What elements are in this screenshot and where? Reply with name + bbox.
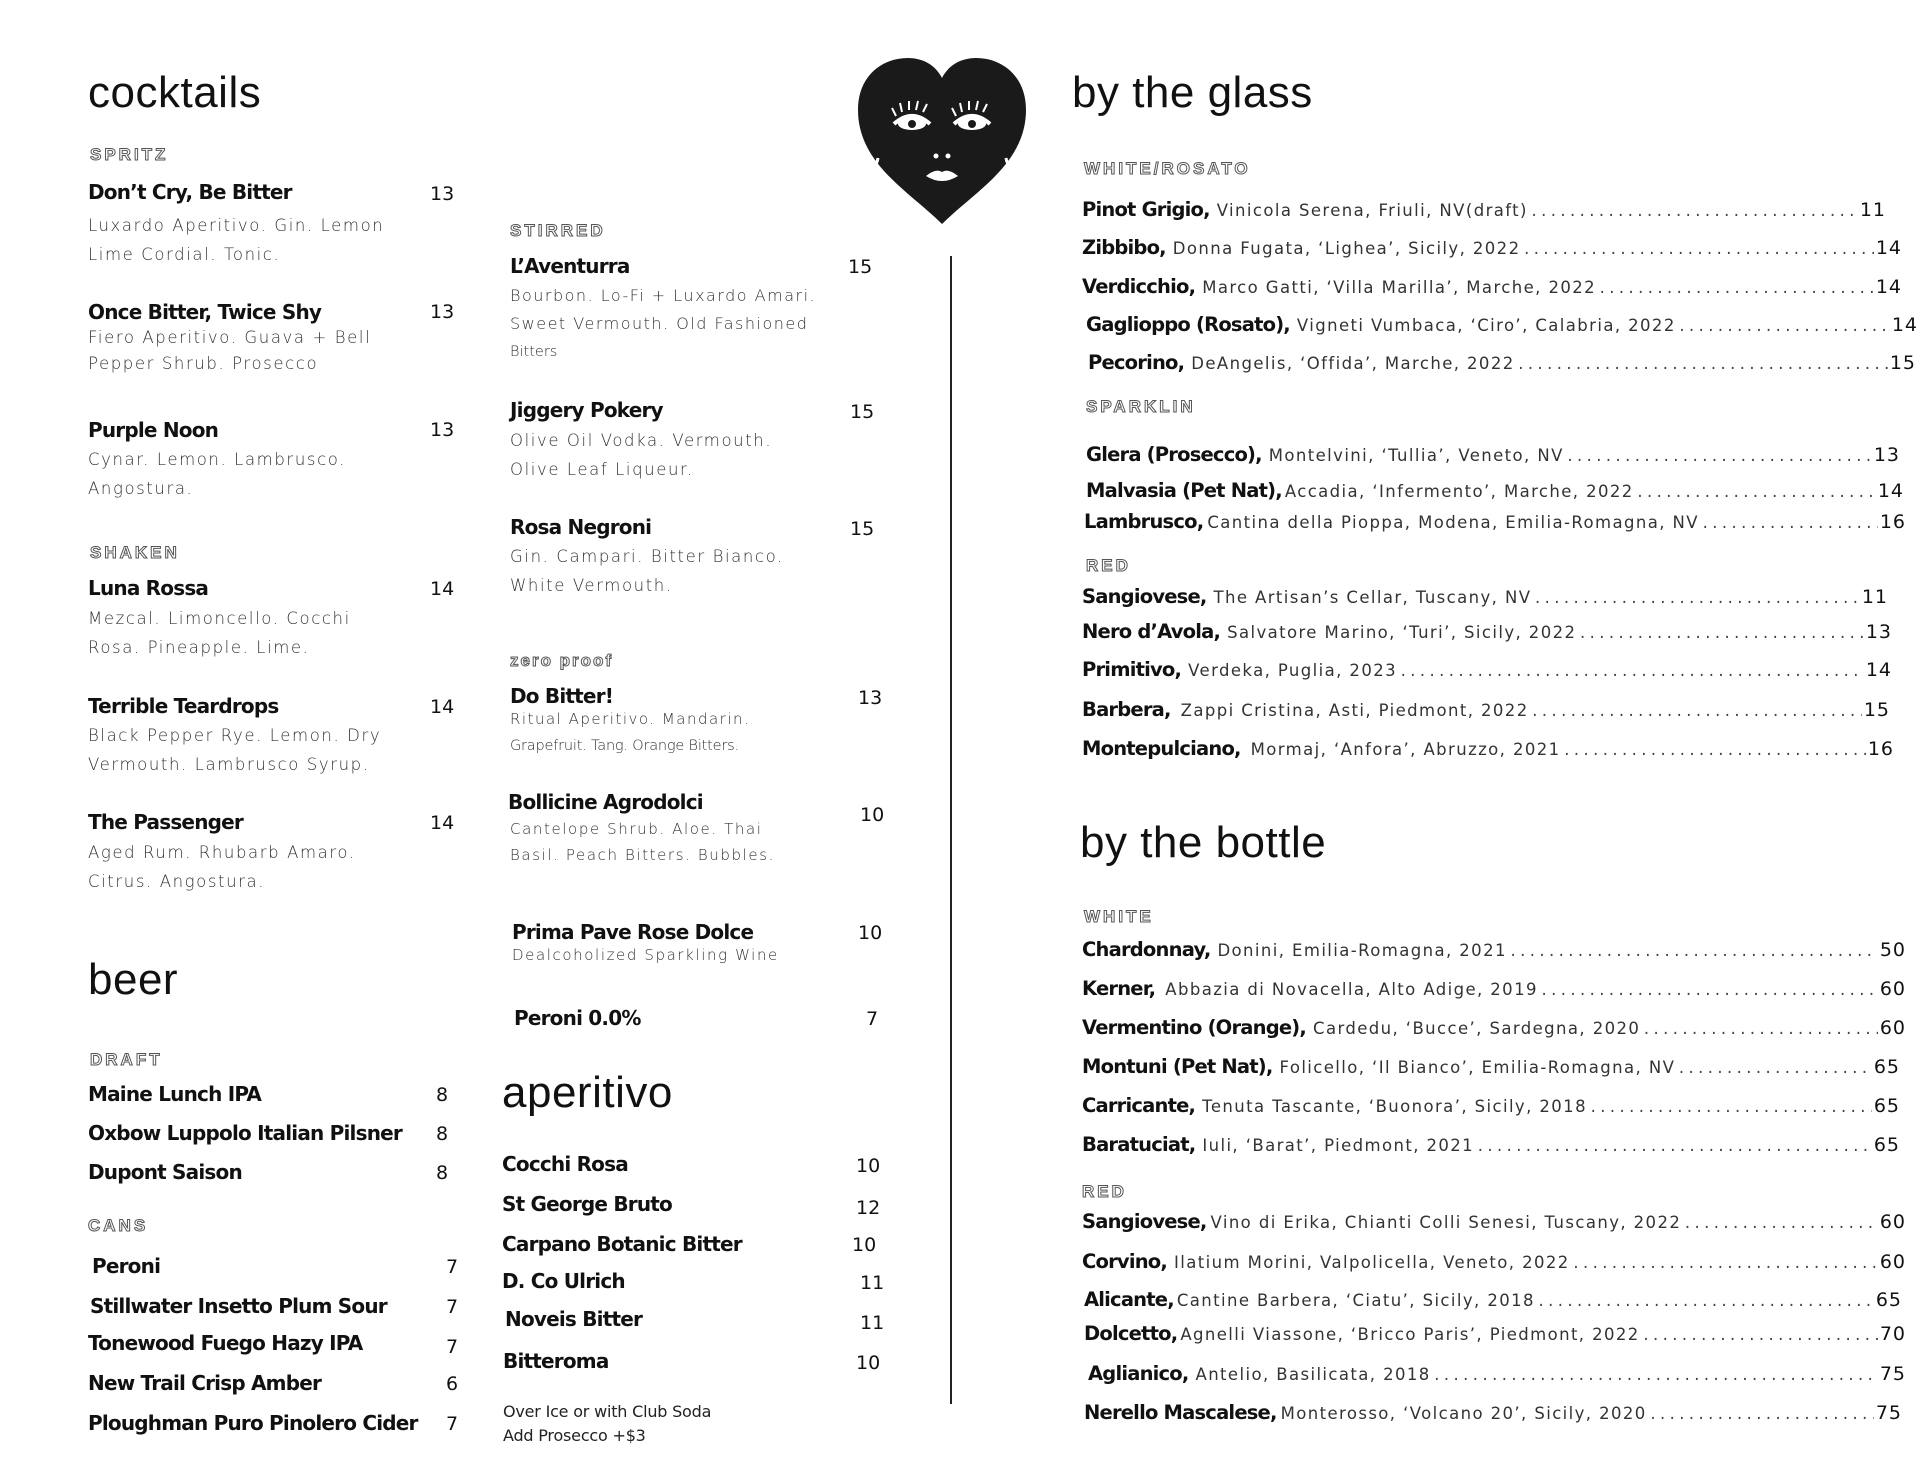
wine-name: Kerner, <box>1082 977 1156 1000</box>
wine-name: Nerello Mascalese, <box>1084 1401 1277 1424</box>
zero-proof-label: zero proof <box>510 651 614 670</box>
wine-price: 13 <box>1873 444 1900 466</box>
wine-row <box>1086 313 1918 336</box>
menu-item-name: Once Bitter, Twice Shy <box>88 300 322 324</box>
wine-detail: Tenuta Tascante, ‘Buonora’, Sicily, 2018 <box>1202 1097 1587 1116</box>
dot-leader <box>1509 944 1878 960</box>
menu-item-price: 15 <box>850 518 875 540</box>
wine-name: Chardonnay, <box>1082 938 1211 961</box>
wine-detail: Montelvini, ‘Tullia’, Veneto, NV <box>1268 446 1564 465</box>
menu-item-name: Bollicine Agrodolci <box>508 790 703 814</box>
menu-item-description: Mezcal. Limoncello. Cocchi Rosa. Pineapple. Lime. <box>88 609 351 657</box>
wine-name: Carricante, <box>1082 1094 1196 1117</box>
wine-name: Vermentino (Orange), <box>1082 1016 1307 1039</box>
wine-name: Sangiovese, <box>1082 1210 1207 1233</box>
wine-price: 11 <box>1861 586 1888 608</box>
wine-name: Montuni (Pet Nat), <box>1082 1055 1273 1078</box>
wine-detail: Monterosso, ‘Volcano 20’, Sicily, 2020 <box>1280 1404 1647 1423</box>
wine-price: 15 <box>1863 699 1890 721</box>
beer-item-name: New Trail Crisp Amber <box>88 1371 322 1395</box>
menu-item-description: Gin. Campari. Bitter Bianco. White Vermouth. <box>510 547 784 595</box>
wine-name: Corvino, <box>1082 1250 1168 1273</box>
wine-price: 60 <box>1879 1017 1906 1039</box>
wine-price: 65 <box>1873 1134 1900 1156</box>
aperitivo-item-name: D. Co Ulrich <box>502 1269 625 1293</box>
wine-price: 13 <box>1865 621 1892 643</box>
wine-name: Alicante, <box>1084 1288 1174 1311</box>
wine-detail: Cantina della Pioppa, Modena, Emilia-Romagna, NV <box>1207 513 1699 532</box>
wine-name: Sangiovese, <box>1082 585 1207 608</box>
dot-leader <box>1642 1328 1878 1344</box>
dot-leader <box>1522 242 1873 258</box>
wine-row <box>1082 658 1892 681</box>
menu-item-description: Cynar. Lemon. Lambrusco. Angostura. <box>88 450 346 498</box>
wine-row <box>1082 585 1888 608</box>
wine-name: Verdicchio, <box>1082 275 1196 298</box>
cocktails-title: cocktails <box>88 68 262 117</box>
dot-leader <box>1540 983 1878 999</box>
wine-name: Zibbibo, <box>1082 236 1166 259</box>
wine-name: Baratuciat, <box>1082 1133 1196 1156</box>
wine-detail: Salvatore Marino, ‘Turi’, Sicily, 2022 <box>1227 623 1577 642</box>
draft-label: DRAFT <box>90 1050 163 1069</box>
wine-name: Lambrusco, <box>1084 510 1204 533</box>
wine-name: Aglianico, <box>1088 1362 1189 1385</box>
menu-item-description: Fiero Aperitivo. Guava + Bell Pepper Shrub. Prosecco <box>88 328 372 373</box>
wine-row <box>1082 1133 1900 1156</box>
menu-item-description: Cantelope Shrub. Aloe. Thai Basil. Peach Bitters. Bubbles. <box>510 820 776 864</box>
dot-leader <box>1533 591 1859 607</box>
wine-row <box>1082 275 1902 298</box>
wine-row <box>1082 1016 1906 1039</box>
wine-name: Barbera, <box>1082 698 1171 721</box>
dot-leader <box>1433 1368 1878 1384</box>
aperitivo-item-price: 10 <box>856 1155 881 1177</box>
beer-item-price: 8 <box>436 1084 449 1106</box>
wine-price: 14 <box>1891 314 1918 336</box>
wine-name: Gaglioppo (Rosato), <box>1086 313 1290 336</box>
wine-row <box>1082 977 1906 1000</box>
wine-name: Montepulciano, <box>1082 737 1241 760</box>
menu-item-description: Aged Rum. Rhubarb Amaro. Citrus. Angostura. <box>88 843 356 891</box>
dot-leader <box>1642 1022 1878 1038</box>
wine-row <box>1082 236 1902 259</box>
wine-name: Pinot Grigio, <box>1082 198 1210 221</box>
menu-item-name: Luna Rossa <box>88 576 209 600</box>
wine-row <box>1082 620 1892 643</box>
dot-leader <box>1531 704 1862 720</box>
beer-item-price: 8 <box>436 1162 449 1184</box>
wine-detail: Cardedu, ‘Bucce’, Sardegna, 2020 <box>1313 1019 1641 1038</box>
menu-item-description: Black Pepper Rye. Lemon. Dry Vermouth. Lambrusco Syrup. <box>88 726 382 774</box>
menu-item-price: 15 <box>850 401 875 423</box>
menu-item-price: 15 <box>848 256 873 278</box>
beer-item-price: 7 <box>446 1296 459 1318</box>
dot-leader <box>1649 1407 1874 1423</box>
stirred-label: STIRRED <box>510 221 606 240</box>
wine-row <box>1086 479 1904 502</box>
wine-price: 14 <box>1865 659 1892 681</box>
sparklin-label: SPARKLIN <box>1086 397 1196 416</box>
wine-price: 70 <box>1879 1323 1906 1345</box>
bottle-red-label: RED <box>1082 1182 1127 1201</box>
dot-leader <box>1566 449 1872 465</box>
dot-leader <box>1636 485 1876 501</box>
wine-price: 65 <box>1875 1289 1902 1311</box>
wine-name: Glera (Prosecco), <box>1086 443 1262 466</box>
wine-row <box>1084 1322 1906 1345</box>
aperitivo-item-name: Noveis Bitter <box>505 1307 643 1331</box>
menu-item-name: Do Bitter! <box>510 684 614 708</box>
wine-detail: The Artisan’s Cellar, Tuscany, NV <box>1213 588 1532 607</box>
beer-item-name: Dupont Saison <box>88 1160 242 1184</box>
wine-detail: DeAngelis, ‘Offida’, Marche, 2022 <box>1191 354 1515 373</box>
beer-item-name: Stillwater Insetto Plum Sour <box>90 1294 387 1318</box>
wine-name: Pecorino, <box>1088 351 1185 374</box>
wine-row <box>1082 198 1886 221</box>
wine-row <box>1088 351 1916 374</box>
wine-row <box>1084 510 1906 533</box>
wine-detail: Vigneti Vumbaca, ‘Ciro’, Calabria, 2022 <box>1296 316 1676 335</box>
dot-leader <box>1537 1294 1874 1310</box>
dot-leader <box>1572 1256 1878 1272</box>
wine-price: 16 <box>1879 511 1906 533</box>
wine-price: 65 <box>1873 1095 1900 1117</box>
beer-item-price: 6 <box>446 1373 459 1395</box>
white-rosato-label: WHITE/ROSATO <box>1084 159 1251 178</box>
wine-detail: Abbazia di Novacella, Alto Adige, 2019 <box>1165 980 1538 999</box>
menu-item-name: L’Aventurra <box>510 254 630 278</box>
wine-price: 50 <box>1879 939 1906 961</box>
wine-price: 11 <box>1859 199 1886 221</box>
menu-item-price: 13 <box>430 419 455 441</box>
menu-item-price: 13 <box>858 687 883 709</box>
menu-item-name: Jiggery Pokery <box>510 398 663 422</box>
wine-row <box>1082 1210 1906 1233</box>
menu-item-price: 7 <box>866 1008 879 1030</box>
dot-leader <box>1563 743 1866 759</box>
shaken-label: SHAKEN <box>90 543 180 562</box>
wine-row <box>1082 1250 1906 1273</box>
wine-price: 16 <box>1867 738 1894 760</box>
aperitivo-item-price: 11 <box>860 1312 885 1334</box>
wine-detail: Marco Gatti, ‘Villa Marilla’, Marche, 2022 <box>1202 278 1597 297</box>
menu-item-name: Don’t Cry, Be Bitter <box>88 180 292 204</box>
wine-price: 60 <box>1879 1251 1906 1273</box>
wine-detail: Mormaj, ‘Anfora’, Abruzzo, 2021 <box>1250 740 1561 759</box>
dot-leader <box>1530 204 1858 220</box>
dot-leader <box>1598 281 1874 297</box>
wine-price: 15 <box>1889 352 1916 374</box>
menu-item-name: Terrible Teardrops <box>88 694 279 718</box>
by-the-bottle-title: by the bottle <box>1080 818 1327 867</box>
wine-detail: Vino di Erika, Chianti Colli Senesi, Tuscany, 2022 <box>1210 1213 1682 1232</box>
wine-price: 14 <box>1877 480 1904 502</box>
beer-item-name: Oxbow Luppolo Italian Pilsner <box>88 1121 402 1145</box>
wine-row <box>1082 737 1894 760</box>
wine-price: 14 <box>1875 237 1902 259</box>
dot-leader <box>1683 1216 1878 1232</box>
menu-item-description: Luxardo Aperitivo. Gin. Lemon Lime Cordial. Tonic. <box>88 216 385 264</box>
wine-name: Dolcetto, <box>1084 1322 1178 1345</box>
dot-leader <box>1517 357 1888 373</box>
wine-row <box>1082 1055 1900 1078</box>
beer-item-name: Peroni <box>92 1254 161 1278</box>
menu-item-name: Peroni 0.0% <box>514 1006 641 1030</box>
wine-name: Malvasia (Pet Nat), <box>1086 479 1282 502</box>
aperitivo-note: Over Ice or with Club Soda Add Prosecco +$3 <box>503 1402 712 1445</box>
menu-item-name: Purple Noon <box>88 418 219 442</box>
menu-item-price: 10 <box>860 804 885 826</box>
wine-price: 60 <box>1879 978 1906 1000</box>
beer-item-name: Maine Lunch IPA <box>88 1082 262 1106</box>
wine-price: 75 <box>1875 1402 1902 1424</box>
beer-item-price: 7 <box>446 1256 459 1278</box>
wine-row <box>1086 443 1900 466</box>
aperitivo-item-price: 12 <box>856 1197 881 1219</box>
aperitivo-item-name: Bitteroma <box>503 1349 609 1373</box>
wine-detail: Donini, Emilia-Romagna, 2021 <box>1217 941 1507 960</box>
wine-detail: Agnelli Viassone, ‘Bricco Paris’, Piedmont, 2022 <box>1180 1325 1640 1344</box>
aperitivo-item-price: 10 <box>856 1352 881 1374</box>
menu-item-description: Ritual Aperitivo. Mandarin. Grapefruit. Tang. Orange Bitters. <box>510 710 751 754</box>
wine-detail: Accadia, ‘Infermento’, Marche, 2022 <box>1284 482 1634 501</box>
wine-row <box>1082 698 1890 721</box>
heart-face-logo <box>850 52 1034 228</box>
wine-price: 60 <box>1879 1211 1906 1233</box>
menu-item-description: Dealcoholized Sparkling Wine <box>512 946 779 964</box>
beer-item-price: 7 <box>446 1413 459 1435</box>
bottle-white-label: WHITE <box>1084 907 1154 926</box>
wine-row <box>1084 1288 1902 1311</box>
menu-item-price: 14 <box>430 578 455 600</box>
by-the-glass-title: by the glass <box>1072 68 1313 117</box>
wine-price: 14 <box>1875 276 1902 298</box>
cans-label: CANS <box>88 1216 149 1235</box>
menu-item-price: 10 <box>858 922 883 944</box>
menu-item-name: Prima Pave Rose Dolce <box>512 920 754 944</box>
dot-leader <box>1677 1061 1872 1077</box>
menu-item-price: 14 <box>430 812 455 834</box>
dot-leader <box>1399 664 1864 680</box>
menu-item-price: 13 <box>430 301 455 323</box>
dot-leader <box>1476 1139 1872 1155</box>
spritz-label: SPRITZ <box>90 145 169 164</box>
wine-price: 75 <box>1879 1363 1906 1385</box>
dot-leader <box>1589 1100 1872 1116</box>
menu-item-name: The Passenger <box>88 810 243 834</box>
wine-row <box>1082 938 1906 961</box>
wine-detail: Folicello, ‘Il Bianco’, Emilia-Romagna, NV <box>1279 1058 1676 1077</box>
beer-item-name: Tonewood Fuego Hazy IPA <box>88 1331 363 1355</box>
menu-item-price: 13 <box>430 183 455 205</box>
aperitivo-title: aperitivo <box>502 1068 673 1117</box>
wine-row <box>1088 1362 1906 1385</box>
aperitivo-item-name: Carpano Botanic Bitter <box>502 1232 742 1256</box>
dot-leader <box>1701 516 1878 532</box>
wine-detail: Cantine Barbera, ‘Ciatu’, Sicily, 2018 <box>1176 1291 1535 1310</box>
aperitivo-item-price: 10 <box>852 1234 877 1256</box>
beer-title: beer <box>88 955 179 1004</box>
wine-detail: Iuli, ‘Barat’, Piedmont, 2021 <box>1202 1136 1475 1155</box>
beer-item-name: Ploughman Puro Pinolero Cider <box>88 1411 418 1435</box>
beer-item-price: 7 <box>446 1336 459 1358</box>
wine-row <box>1084 1401 1902 1424</box>
dot-leader <box>1578 626 1863 642</box>
wine-name: Primitivo, <box>1082 658 1182 681</box>
wine-detail: Zappi Cristina, Asti, Piedmont, 2022 <box>1180 701 1529 720</box>
aperitivo-item-price: 11 <box>860 1272 885 1294</box>
wine-price: 65 <box>1873 1056 1900 1078</box>
wine-detail: Verdeka, Puglia, 2023 <box>1188 661 1398 680</box>
menu-item-description: Bourbon. Lo-Fi + Luxardo Amari. Sweet Vermouth. Old Fashioned Bitters <box>510 286 817 360</box>
column-divider <box>950 256 952 1404</box>
menu-item-description: Olive Oil Vodka. Vermouth. Olive Leaf Liqueur. <box>510 431 773 479</box>
aperitivo-item-name: St George Bruto <box>502 1192 673 1216</box>
wine-detail: Ilatium Morini, Valpolicella, Veneto, 2022 <box>1174 1253 1570 1272</box>
menu-item-name: Rosa Negroni <box>510 515 652 539</box>
wine-detail: Vinicola Serena, Friuli, NV(draft) <box>1216 201 1528 220</box>
wine-detail: Donna Fugata, ‘Lighea’, Sicily, 2022 <box>1172 239 1521 258</box>
wine-name: Nero d’Avola, <box>1082 620 1221 643</box>
glass-red-label: RED <box>1086 556 1131 575</box>
aperitivo-item-name: Cocchi Rosa <box>502 1152 628 1176</box>
wine-row <box>1082 1094 1900 1117</box>
menu-item-price: 14 <box>430 696 455 718</box>
beer-item-price: 8 <box>436 1123 449 1145</box>
wine-detail: Antelio, Basilicata, 2018 <box>1195 1365 1431 1384</box>
dot-leader <box>1678 319 1890 335</box>
